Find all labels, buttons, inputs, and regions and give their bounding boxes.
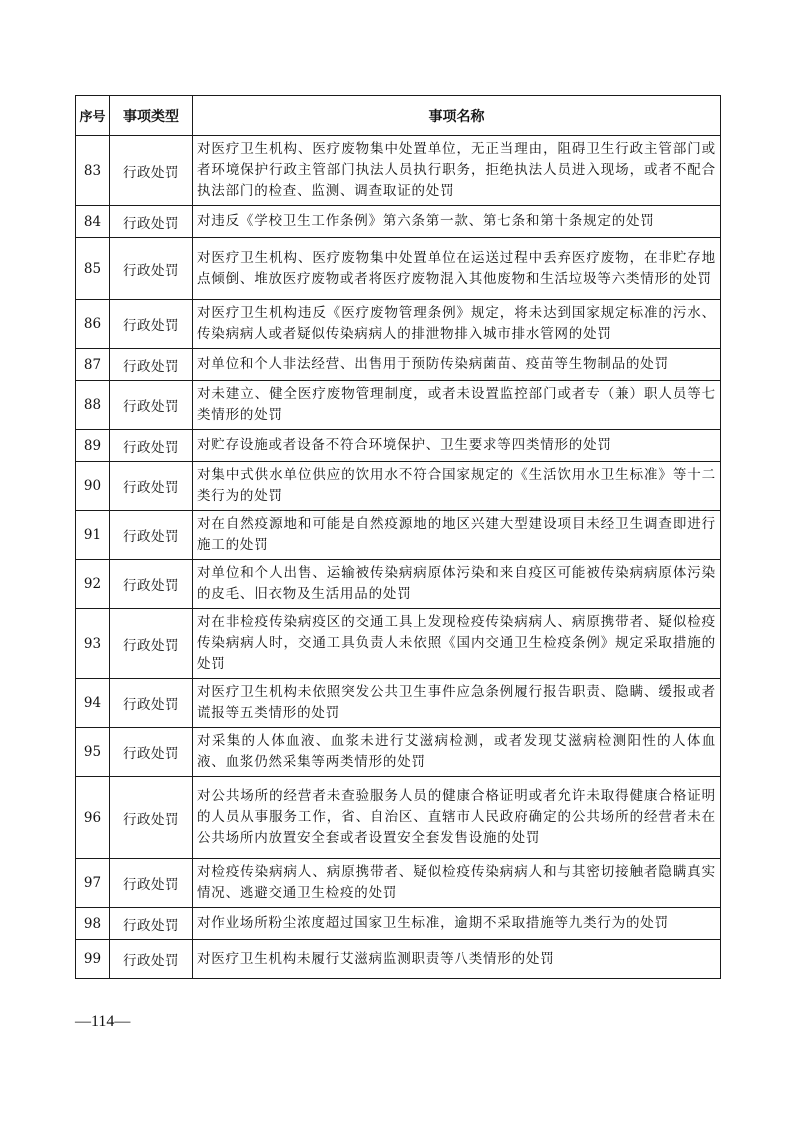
table-row bbox=[76, 136, 721, 206]
row-item-type: 行政处罚 bbox=[110, 859, 193, 908]
table-row bbox=[76, 511, 721, 560]
row-item-type: 行政处罚 bbox=[110, 908, 193, 940]
row-item-type: 行政处罚 bbox=[110, 238, 193, 300]
row-item-type: 行政处罚 bbox=[110, 609, 193, 679]
row-item-type: 行政处罚 bbox=[110, 206, 193, 238]
row-item-name: 对在非检疫传染病疫区的交通工具上发现检疫传染病病人、病原携带者、疑似检疫传染病病人时，交通工具负责人未依照《国内交通卫生检疫条例》规定采取措施的处罚 bbox=[193, 609, 721, 679]
row-serial-number: 84 bbox=[76, 206, 110, 238]
page-number: —114— bbox=[75, 1013, 131, 1030]
row-item-type: 行政处罚 bbox=[110, 728, 193, 777]
row-serial-number: 91 bbox=[76, 511, 110, 560]
row-item-name: 对医疗卫生机构、医疗废物集中处置单位，无正当理由，阻碍卫生行政主管部门或者环境保护行政主管部门执法人员执行职务，拒绝执法人员进入现场，或者不配合执法部门的检查、监测、调查取证的处罚 bbox=[193, 136, 721, 206]
row-item-name: 对公共场所的经营者未查验服务人员的健康合格证明或者允许未取得健康合格证明的人员从事服务工作，省、自治区、直辖市人民政府确定的公共场所的经营者未在公共场所内放置安全套或者设置安全套发售设施的处罚 bbox=[193, 777, 721, 859]
table-row bbox=[76, 859, 721, 908]
table-row bbox=[76, 381, 721, 430]
row-serial-number: 94 bbox=[76, 679, 110, 728]
row-serial-number: 87 bbox=[76, 349, 110, 381]
table-row bbox=[76, 206, 721, 238]
row-serial-number: 97 bbox=[76, 859, 110, 908]
row-item-name: 对采集的人体血液、血浆未进行艾滋病检测，或者发现艾滋病检测阳性的人体血液、血浆仍然采集等两类情形的处罚 bbox=[193, 728, 721, 777]
row-item-name: 对单位和个人出售、运输被传染病病原体污染和来自疫区可能被传染病病原体污染的皮毛、旧衣物及生活用品的处罚 bbox=[193, 560, 721, 609]
row-item-name: 对违反《学校卫生工作条例》第六条第一款、第七条和第十条规定的处罚 bbox=[193, 206, 721, 238]
row-serial-number: 95 bbox=[76, 728, 110, 777]
row-serial-number: 86 bbox=[76, 300, 110, 349]
row-item-name: 对单位和个人非法经营、出售用于预防传染病菌苗、疫苗等生物制品的处罚 bbox=[193, 349, 721, 381]
row-item-name: 对集中式供水单位供应的饮用水不符合国家规定的《生活饮用水卫生标准》等十二类行为的处罚 bbox=[193, 462, 721, 511]
table-body bbox=[76, 136, 721, 979]
row-item-type: 行政处罚 bbox=[110, 349, 193, 381]
table-row bbox=[76, 238, 721, 300]
row-item-name: 对医疗卫生机构、医疗废物集中处置单位在运送过程中丢弃医疗废物，在非贮存地点倾倒、堆放医疗废物或者将医疗废物混入其他废物和生活垃圾等六类情形的处罚 bbox=[193, 238, 721, 300]
row-serial-number: 93 bbox=[76, 609, 110, 679]
row-item-name: 对医疗卫生机构违反《医疗废物管理条例》规定，将未达到国家规定标准的污水、传染病病人或者疑似传染病病人的排泄物排入城市排水管网的处罚 bbox=[193, 300, 721, 349]
table-row bbox=[76, 940, 721, 979]
header-item-type: 事项类型 bbox=[110, 96, 193, 136]
table-row bbox=[76, 560, 721, 609]
row-serial-number: 98 bbox=[76, 908, 110, 940]
row-serial-number: 90 bbox=[76, 462, 110, 511]
document-page bbox=[75, 95, 720, 979]
row-item-type: 行政处罚 bbox=[110, 560, 193, 609]
table-row bbox=[76, 679, 721, 728]
row-item-name: 对未建立、健全医疗废物管理制度，或者未设置监控部门或者专（兼）职人员等七类情形的处罚 bbox=[193, 381, 721, 430]
row-item-type: 行政处罚 bbox=[110, 300, 193, 349]
row-item-name: 对作业场所粉尘浓度超过国家卫生标准，逾期不采取措施等九类行为的处罚 bbox=[193, 908, 721, 940]
table-row bbox=[76, 609, 721, 679]
row-item-type: 行政处罚 bbox=[110, 940, 193, 979]
table-row bbox=[76, 300, 721, 349]
row-item-name: 对医疗卫生机构未履行艾滋病监测职责等八类情形的处罚 bbox=[193, 940, 721, 979]
table-row bbox=[76, 728, 721, 777]
row-item-name: 对医疗卫生机构未依照突发公共卫生事件应急条例履行报告职责、隐瞒、缓报或者谎报等五类情形的处罚 bbox=[193, 679, 721, 728]
row-item-name: 对贮存设施或者设备不符合环境保护、卫生要求等四类情形的处罚 bbox=[193, 430, 721, 462]
row-serial-number: 83 bbox=[76, 136, 110, 206]
row-serial-number: 99 bbox=[76, 940, 110, 979]
row-serial-number: 89 bbox=[76, 430, 110, 462]
table-row bbox=[76, 777, 721, 859]
row-serial-number: 88 bbox=[76, 381, 110, 430]
table-row bbox=[76, 462, 721, 511]
row-serial-number: 96 bbox=[76, 777, 110, 859]
row-item-type: 行政处罚 bbox=[110, 511, 193, 560]
items-table bbox=[75, 95, 721, 979]
table-row bbox=[76, 908, 721, 940]
table-header-row bbox=[76, 96, 721, 136]
row-item-name: 对在自然疫源地和可能是自然疫源地的地区兴建大型建设项目未经卫生调查即进行施工的处罚 bbox=[193, 511, 721, 560]
row-item-type: 行政处罚 bbox=[110, 679, 193, 728]
row-item-type: 行政处罚 bbox=[110, 430, 193, 462]
row-item-type: 行政处罚 bbox=[110, 136, 193, 206]
table-row bbox=[76, 349, 721, 381]
row-item-type: 行政处罚 bbox=[110, 462, 193, 511]
row-serial-number: 92 bbox=[76, 560, 110, 609]
row-item-name: 对检疫传染病病人、病原携带者、疑似检疫传染病病人和与其密切接触者隐瞒真实情况、逃避交通卫生检疫的处罚 bbox=[193, 859, 721, 908]
table-row bbox=[76, 430, 721, 462]
row-item-type: 行政处罚 bbox=[110, 777, 193, 859]
header-item-name: 事项名称 bbox=[193, 96, 721, 136]
row-serial-number: 85 bbox=[76, 238, 110, 300]
row-item-type: 行政处罚 bbox=[110, 381, 193, 430]
header-serial-number: 序号 bbox=[76, 96, 110, 136]
